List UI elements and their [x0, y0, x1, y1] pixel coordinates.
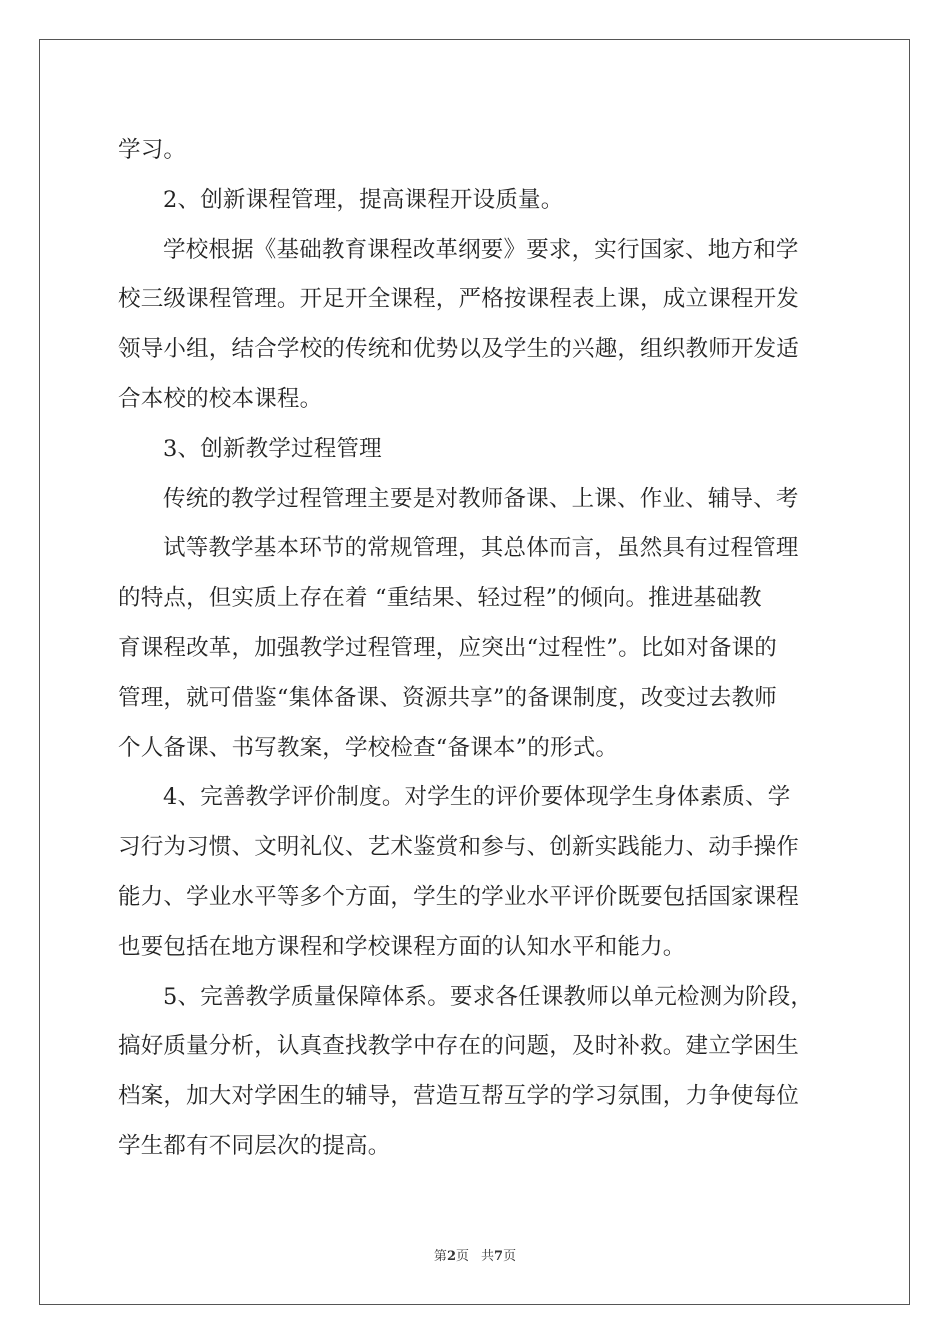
section-heading-5: 5、完善教学质量保障体系。要求各任课教师以单元检测为阶段，: [163, 983, 814, 1010]
total-suffix: 页: [503, 1249, 517, 1264]
text-line-11: 育课程改革，加强教学过程管理，应突出“过程性”。比如对备课的: [118, 634, 778, 661]
page-suffix: 页: [455, 1249, 469, 1264]
text-line-21: 学生都有不同层次的提高。: [118, 1132, 391, 1159]
total-pages: 7: [494, 1249, 504, 1264]
section-heading-3: 3、创新教学过程管理: [163, 435, 382, 462]
text-line-15: 习行为习惯、文明礼仪、艺术鉴赏和参与、创新实践能力、动手操作: [118, 834, 800, 861]
document-body: [118, 126, 834, 1172]
text-line-10: 的特点，但实质上存在着 “重结果、轻过程”的倾向。推进基础教: [118, 585, 762, 612]
text-line-16: 能力、学业水平等多个方面，学生的学业水平评价既要包括国家课程: [118, 883, 800, 910]
text-line-1: 学习。: [118, 137, 187, 163]
section-heading-4: 4、完善教学评价制度。对学生的评价要体现学生身体素质、学: [163, 784, 791, 811]
section-heading-2: 2、创新课程管理，提高课程开设质量。: [163, 186, 564, 213]
text-line-3: 学校根据《基础教育课程改革纲要》要求，实行国家、地方和学: [163, 236, 799, 263]
text-line-9: 试等教学基本环节的常规管理，其总体而言，虽然具有过程管理: [163, 535, 799, 562]
text-line-13: 个人备课、书写教案，学校检查“备课本”的形式。: [118, 734, 619, 761]
page-number: 2: [446, 1249, 456, 1264]
page-footer: [0, 1245, 950, 1264]
page-indicator: [434, 1249, 469, 1264]
text-line-6: 合本校的校本课程。: [118, 385, 323, 412]
text-line-5: 领导小组，结合学校的传统和优势以及学生的兴趣，组织教师开发适: [118, 336, 800, 363]
text-line-19: 搞好质量分析，认真查找教学中存在的问题，及时补救。建立学困生: [118, 1033, 800, 1060]
total-indicator: [481, 1249, 516, 1264]
text-line-17: 也要包括在地方课程和学校课程方面的认知水平和能力。: [118, 933, 686, 960]
text-line-12: 管理，就可借鉴“集体备课、资源共享”的备课制度，改变过去教师: [118, 684, 778, 711]
text-line-4: 校三级课程管理。开足开全课程，严格按课程表上课，成立课程开发: [118, 286, 800, 313]
page-prefix: 第: [433, 1249, 447, 1264]
text-line-20: 档案，加大对学困生的辅导，营造互帮互学的学习氛围，力争使每位: [118, 1083, 800, 1110]
total-prefix: 共: [481, 1249, 495, 1264]
text-line-8: 传统的教学过程管理主要是对教师备课、上课、作业、辅导、考: [163, 485, 799, 512]
